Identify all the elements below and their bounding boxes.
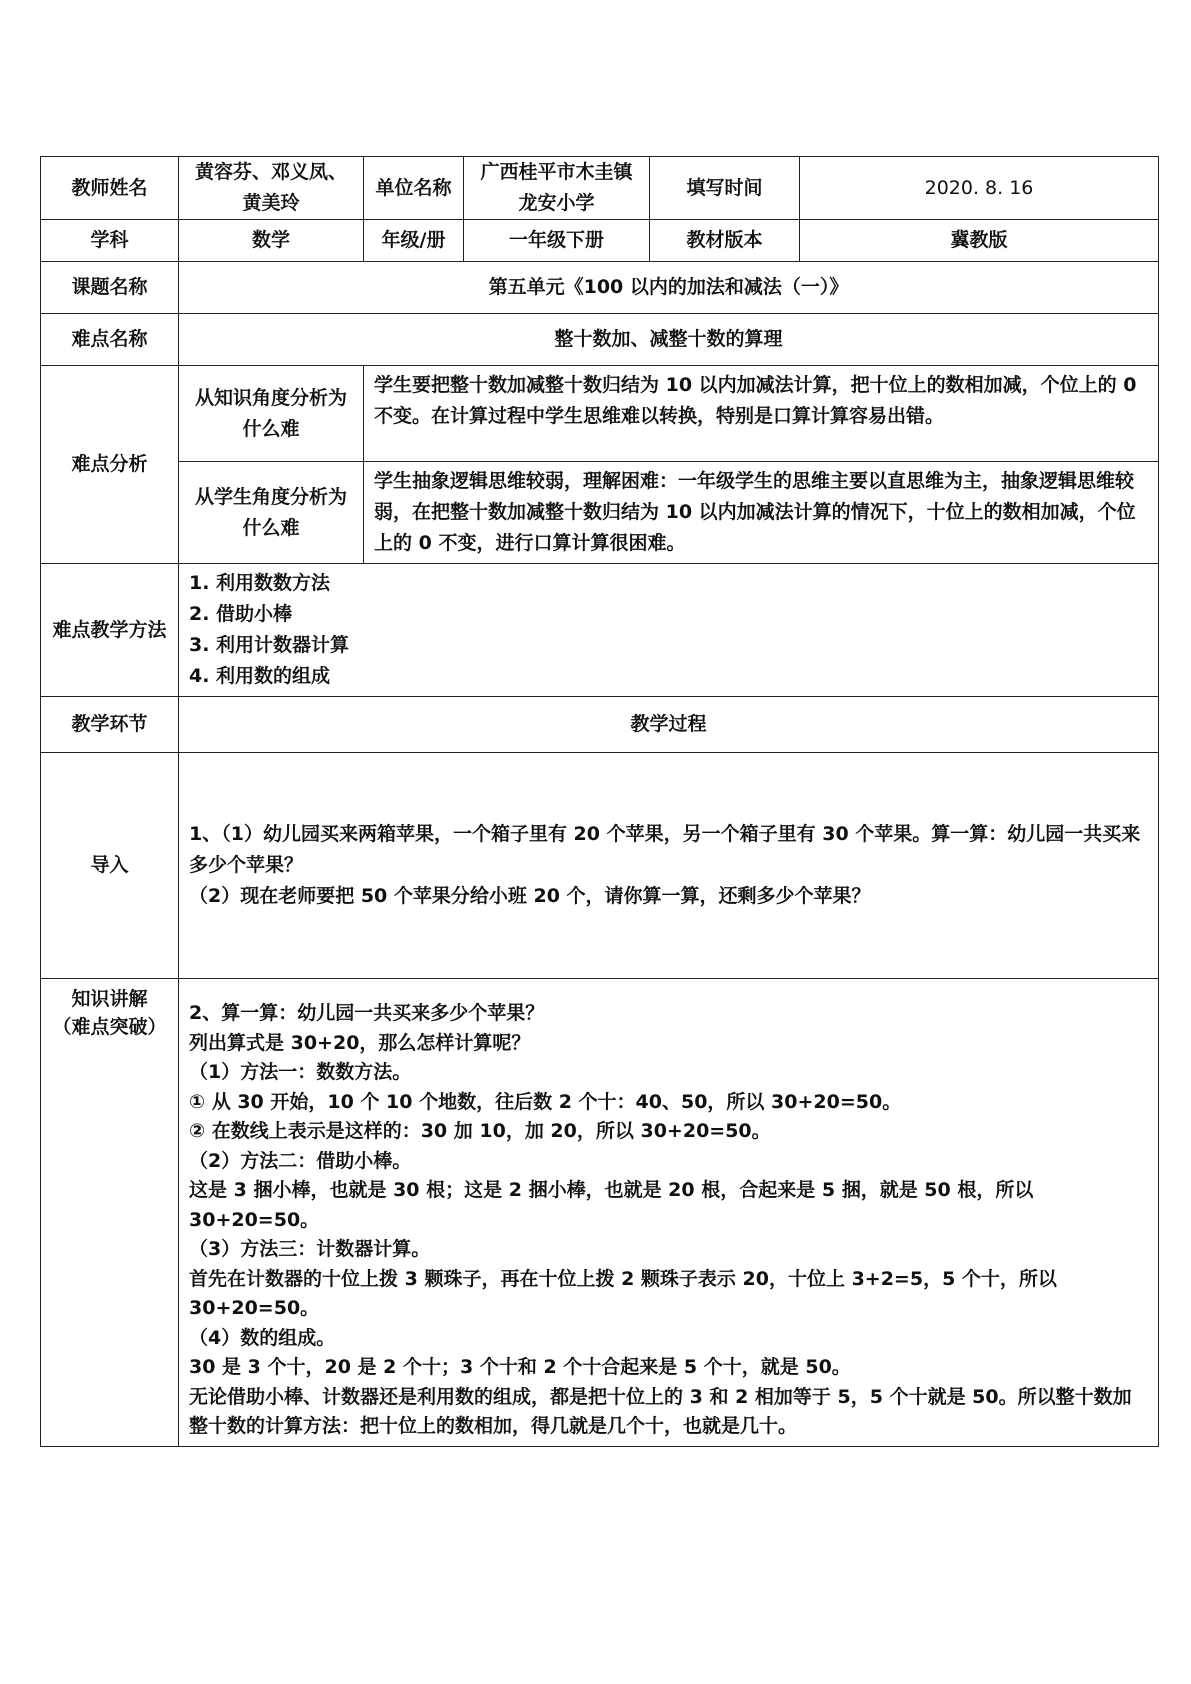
explain-line: （1）方法一：数数方法。	[189, 1061, 412, 1083]
analysis-row-knowledge	[41, 366, 1159, 462]
list-item: 4. 利用数的组成	[189, 665, 331, 687]
intro-line: 1、（1）幼儿园买来两箱苹果，一个箱子里有 20 个苹果，另一个箱子里有 30 个苹果。算一算：幼儿园一共买来多少个苹果？	[189, 823, 1141, 876]
topic-row	[41, 262, 1159, 314]
explain-line: （3）方法三：计数器计算。	[189, 1238, 431, 1260]
explain-content	[179, 979, 1159, 1447]
grade-label: 年级/册	[364, 220, 464, 262]
student-angle-label: 从学生角度分析为什么难	[179, 462, 364, 564]
header-row-2	[41, 220, 1159, 262]
explain-line: （4）数的组成。	[189, 1326, 336, 1349]
explain-line: 30 是 3 个十，20 是 2 个十；3 个十和 2 个十合起来是 5 个十，就是 50。	[189, 1356, 851, 1378]
process-header-row	[41, 697, 1159, 753]
explain-line: ① 从 30 开始，10 个 10 个地数，往后数 2 个十：40、50，所以 30+20=50。	[189, 1090, 902, 1113]
intro-label: 导入	[41, 753, 179, 979]
topic-value: 第五单元《100 以内的加法和减法（一）》	[179, 262, 1159, 314]
date-label: 填写时间	[650, 157, 800, 220]
date-value: 2020. 8. 16	[800, 157, 1159, 220]
explain-line: 2、算一算：幼儿园一共买来多少个苹果？	[189, 1002, 545, 1024]
edition-label: 教材版本	[650, 220, 800, 262]
knowledge-angle-text: 学生要把整十数加减整十数归结为 10 以内加减法计算，把十位上的数相加减，个位上的 0 不变。在计算过程中学生思维难以转换，特别是口算计算容易出错。	[364, 366, 1159, 462]
explain-line: 首先在计数器的十位上拨 3 颗珠子，再在十位上拨 2 颗珠子表示 20，十位上 3+2=5，5 个十，所以 30+20=50。	[189, 1267, 1057, 1319]
student-angle-text: 学生抽象逻辑思维较弱，理解困难：一年级学生的思维主要以直思维为主，抽象逻辑思维较弱，在把整十数加减整十数归结为 10 以内加减法计算的情况下，十位上的数相加减，个位上的 0 不变，进行口算计算很困难。	[364, 462, 1159, 564]
unit-label: 单位名称	[364, 157, 464, 220]
methods-list	[179, 564, 1159, 697]
intro-row	[41, 753, 1159, 979]
analysis-label: 难点分析	[41, 366, 179, 564]
teacher-value: 黄容芬、邓义凤、黄美玲	[179, 157, 364, 220]
difficulty-value: 整十数加、减整十数的算理	[179, 314, 1159, 366]
teacher-label: 教师姓名	[41, 157, 179, 220]
subject-label: 学科	[41, 220, 179, 262]
subject-value: 数学	[179, 220, 364, 262]
explain-label	[41, 979, 179, 1447]
difficulty-label: 难点名称	[41, 314, 179, 366]
intro-line: （2）现在老师要把 50 个苹果分给小班 20 个，请你算一算，还剩多少个苹果？	[189, 885, 871, 907]
process-header: 教学过程	[179, 697, 1159, 753]
lesson-plan-table	[40, 156, 1159, 1447]
analysis-row-student	[41, 462, 1159, 564]
explain-line: 列出算式是 30+20，那么怎样计算呢？	[189, 1031, 531, 1054]
methods-row	[41, 564, 1159, 697]
methods-label: 难点教学方法	[41, 564, 179, 697]
knowledge-angle-label: 从知识角度分析为什么难	[179, 366, 364, 462]
list-item: 1. 利用数数方法	[189, 572, 331, 594]
grade-value: 一年级下册	[464, 220, 650, 262]
unit-value: 广西桂平市木圭镇龙安小学	[464, 157, 650, 220]
stage-header: 教学环节	[41, 697, 179, 753]
list-item: 3. 利用计数器计算	[189, 634, 350, 656]
list-item: 2. 借助小棒	[189, 603, 293, 625]
explain-row	[41, 979, 1159, 1447]
explain-line: 无论借助小棒、计数器还是利用数的组成，都是把十位上的 3 和 2 相加等于 5，5 个十就是 50。所以整十数加整十数的计算方法：把十位上的数相加，得几就是几个十，也就是几十。	[189, 1385, 1132, 1437]
intro-content	[179, 753, 1159, 979]
topic-label: 课题名称	[41, 262, 179, 314]
explain-line: ② 在数线上表示是这样的：30 加 10，加 20，所以 30+20=50。	[189, 1120, 771, 1142]
header-row-1	[41, 157, 1159, 220]
explain-label-line1: 知识讲解	[71, 988, 148, 1010]
explain-line: （2）方法二：借助小棒。	[189, 1149, 412, 1172]
edition-value: 冀教版	[800, 220, 1159, 262]
explain-line: 这是 3 捆小棒，也就是 30 根；这是 2 捆小棒，也就是 20 根，合起来是 5 捆，就是 50 根，所以 30+20=50。	[189, 1179, 1034, 1231]
explain-label-line2: （难点突破）	[52, 1016, 167, 1038]
difficulty-row	[41, 314, 1159, 366]
